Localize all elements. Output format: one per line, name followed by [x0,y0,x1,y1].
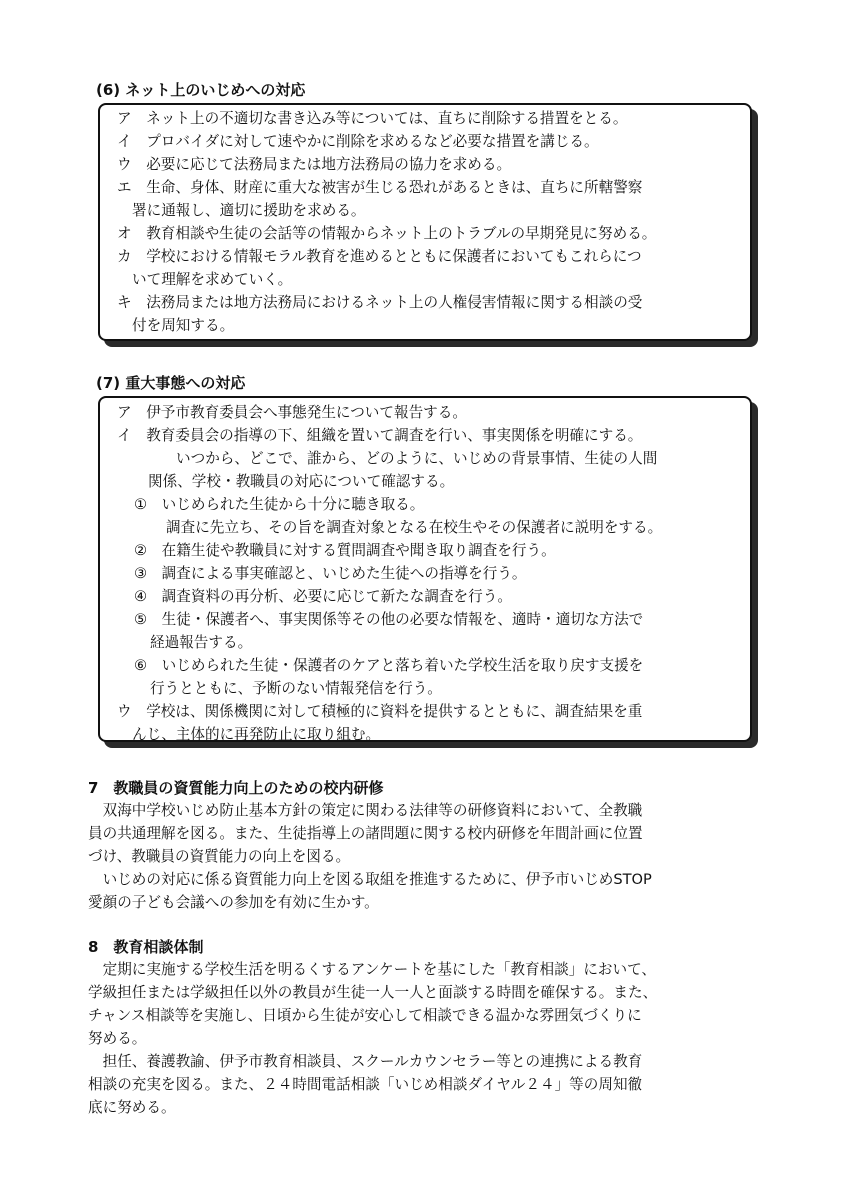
section-6-line: エ 生命、身体、財産に重大な被害が生じる恐れがあるときは、直ちに所轄警察 [117,179,643,196]
section-7-box-line: ア 伊予市教育委員会へ事態発生について報告する。 [117,404,467,421]
section-6-line: ウ 必要に応じて法務局または地方法務局の協力を求める。 [117,156,512,173]
section-7-paragraph-line: いじめの対応に係る資質能力向上を図る取組を推進するために、伊予市いじめSTOP [88,871,652,888]
section-7-box-line: ⑥ いじめられた生徒・保護者のケアと落ち着いた学校生活を取り戻す支援を [134,657,644,674]
section-6-line: カ 学校における情報モラル教育を進めるとともに保護者においてもこれらにつ [117,248,642,265]
section-7-paragraph-line: 愛顔の子ども会議への参加を有効に生かす。 [88,894,379,911]
section-6-line: 付を周知する。 [132,317,235,334]
section-6-line: 署に通報し、適切に援助を求める。 [132,202,366,219]
section-7-box-line: ④ 調査資料の再分析、必要に応じて新たな調査を行う。 [134,588,512,605]
section-7-title: 7 教職員の資質能力向上のための校内研修 [88,779,384,797]
section-7-box-line: 行うとともに、予断のない情報発信を行う。 [150,680,442,697]
section-7-box-line: 経過報告する。 [150,634,253,651]
section-8-paragraph-line: 底に努める。 [88,1099,176,1116]
section-6-line: ア ネット上の不適切な書き込み等については、直ちに削除する措置をとる。 [117,110,628,127]
section-6-line: オ 教育相談や生徒の会話等の情報からネット上のトラブルの早期発見に努める。 [117,225,657,242]
section-7-box-line: んじ、主体的に再発防止に取り組む。 [132,726,381,743]
section-7-box-line: ウ 学校は、関係機関に対して積極的に資料を提供するとともに、調査結果を重 [117,703,643,720]
section-6-line: イ プロバイダに対して速やかに削除を求めるなど必要な措置を講じる。 [117,133,599,150]
section-8-paragraph-line: チャンス相談等を実施し、日頃から生徒が安心して相談できる温かな雰囲気づくりに [88,1007,642,1024]
section-7-box-line: ⑤ 生徒・保護者へ、事実関係等その他の必要な情報を、適時・適切な方法で [134,611,644,628]
section-8-paragraph-line: 担任、養護教諭、伊予市教育相談員、スクールカウンセラー等との連携による教育 [88,1053,643,1070]
section-7-paragraph-line: づけ、教職員の資質能力の向上を図る。 [88,848,351,865]
section-8-paragraph-line: 努める。 [88,1030,147,1047]
section-8-title: 8 教育相談体制 [88,938,204,956]
section-7-paragraph-line: 員の共通理解を図る。また、生徒指導上の諸問題に関する校内研修を年間計画に位置 [88,825,643,842]
section-7-box-line: ① いじめられた生徒から十分に聴き取る。 [134,496,425,513]
section-7-box-line: 関係、学校・教職員の対応について確認する。 [148,473,455,490]
section-6-title: (6) ネット上のいじめへの対応 [96,81,306,99]
section-7-box-line: 調査に先立ち、その旨を調査対象となる在校生やその保護者に説明をする。 [166,519,663,536]
section-8-paragraph-line: 学級担任または学級担任以外の教員が生徒一人一人と面談する時間を確保する。また、 [88,984,658,1001]
section-7-box-line: イ 教育委員会の指導の下、組織を置いて調査を行い、事実関係を明確にする。 [117,427,643,444]
section-7-box-title: (7) 重大事態への対応 [96,374,246,392]
section-6-line: いて理解を求めていく。 [132,271,293,288]
section-8-paragraph-line: 定期に実施する学校生活を明るくするアンケートを基にした「教育相談」において、 [88,961,656,978]
section-7-box-line: いつから、どこで、誰から、どのように、いじめの背景事情、生徒の人間 [176,450,658,467]
section-7-paragraph-line: 双海中学校いじめ防止基本方針の策定に関わる法律等の研修資料において、全教職 [88,802,643,819]
section-7-box-line: ② 在籍生徒や教職員に対する質問調査や聞き取り調査を行う。 [134,542,556,559]
section-8-paragraph-line: 相談の充実を図る。また、２４時間電話相談「いじめ相談ダイヤル２４」等の周知徹 [88,1076,643,1093]
section-7-box-line: ③ 調査による事実確認と、いじめた生徒への指導を行う。 [134,565,527,582]
section-6-line: キ 法務局または地方法務局におけるネット上の人権侵害情報に関する相談の受 [117,294,643,311]
